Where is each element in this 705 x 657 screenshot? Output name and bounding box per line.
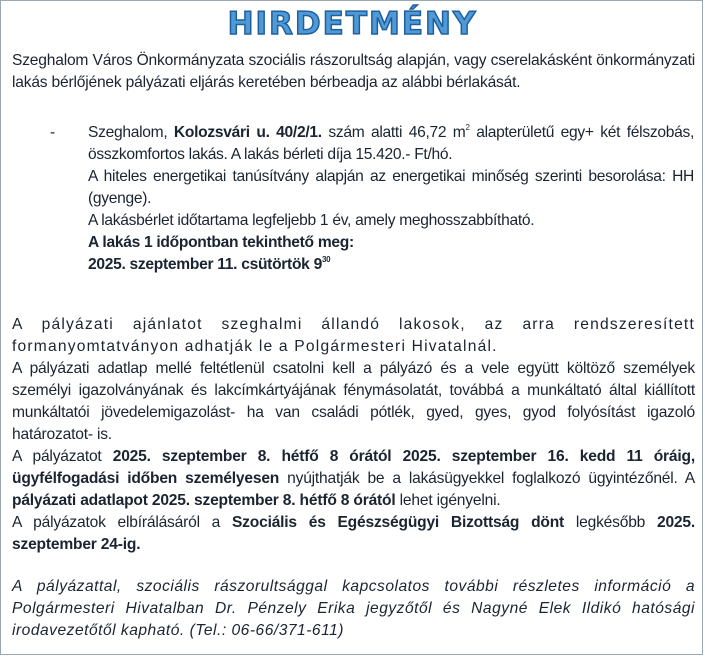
application-decision bbox=[12, 512, 695, 556]
application-section bbox=[12, 314, 695, 556]
decision-committee: Szociális és Egészségügyi Bizottság dönt bbox=[231, 514, 565, 531]
listing-description bbox=[88, 122, 694, 166]
submission-text-e: lehet igényelni. bbox=[395, 492, 501, 509]
decision-text-a: A pályázatok elbírálásáról a bbox=[12, 514, 232, 531]
listing-bullet: - bbox=[50, 124, 56, 141]
viewing-date bbox=[88, 254, 694, 276]
viewing-date-text: 2025. szeptember 11. csütörtök 9 bbox=[88, 256, 322, 273]
application-submission bbox=[12, 446, 695, 512]
intro-paragraph: Szeghalom Város Önkormányzata szociális rászorultság alapján, vagy cserelakásként önkormányzati lakás bérlőjének pályázati eljárás keretében bérbeadja az alábbi bérlakását. bbox=[12, 52, 695, 91]
decision-deadline: 2025. szeptember 24-ig. bbox=[12, 514, 695, 553]
submission-text-c: nyújthatják be a lakásügyekkel foglalkozó ügyintézőnél. A bbox=[279, 470, 695, 487]
listing-address: Kolozsvári u. 40/2/1. bbox=[173, 124, 322, 141]
submission-text-a: A pályázatot bbox=[12, 448, 113, 465]
area-unit-superscript: 2 bbox=[465, 123, 470, 132]
listing-area-details: alapterületű egy+ két félszobás, összkomfortos lakás. A lakás bérleti díja 15.420.- Ft/hó. bbox=[88, 124, 694, 163]
form-request-period: pályázati adatlapot 2025. szeptember 8. hétfő 8 órától bbox=[12, 492, 396, 509]
submission-period: 2025. szeptember 8. hétfő 8 órától 2025. szeptember 16. kedd 11 óráig, ügyfélfogadási időben személyesen bbox=[12, 448, 695, 487]
listing-area: szám alatti 46,72 m bbox=[321, 124, 466, 141]
viewing-minute-superscript: 30 bbox=[321, 255, 331, 264]
notice-title: HIRDETMÉNY bbox=[227, 6, 478, 42]
decision-text-c: legkésőbb bbox=[564, 514, 657, 531]
footer-contact: A pályázattal, szociális rászorultsággal kapcsolatos további részletes információ a Polgármesteri Hivatalban Dr. Pénzely Erika jegyzőtől és Nagyné Elek Ildikó hatósági irodavezetőtől kapható. (Tel.: 06-66/371-611) bbox=[12, 578, 695, 639]
viewing-heading: A lakás 1 időpontban tekinthető meg: bbox=[88, 234, 354, 251]
listing-energy: A hiteles energetikai tanúsítvány alapján az energetikai minőség szerinti besorolása: HH (gyenge). bbox=[88, 168, 694, 207]
listing-item bbox=[88, 122, 694, 276]
application-eligibility: A pályázati ajánlatot szeghalmi állandó lakosok, az arra rendszeresített formanyomtatványon adhatják le a Polgármesteri Hivatalnál. bbox=[12, 316, 695, 355]
application-attachments: A pályázati adatlap mellé feltétlenül csatolni kell a pályázó és a vele együtt költöző személyek személyi igazolványának és lakcímkártyájának fénymásolatát, továbbá a munkáltató által kiállított munkáltatói jövedelemigazolást- ha van családi pótlék, gyed, gyes, gyod folyósítást igazoló határozatot- is. bbox=[12, 360, 695, 443]
listing-city: Szeghalom, bbox=[88, 124, 174, 141]
listing-duration: A lakásbérlet időtartama legfeljebb 1 év, amely meghosszabbítható. bbox=[88, 212, 535, 229]
